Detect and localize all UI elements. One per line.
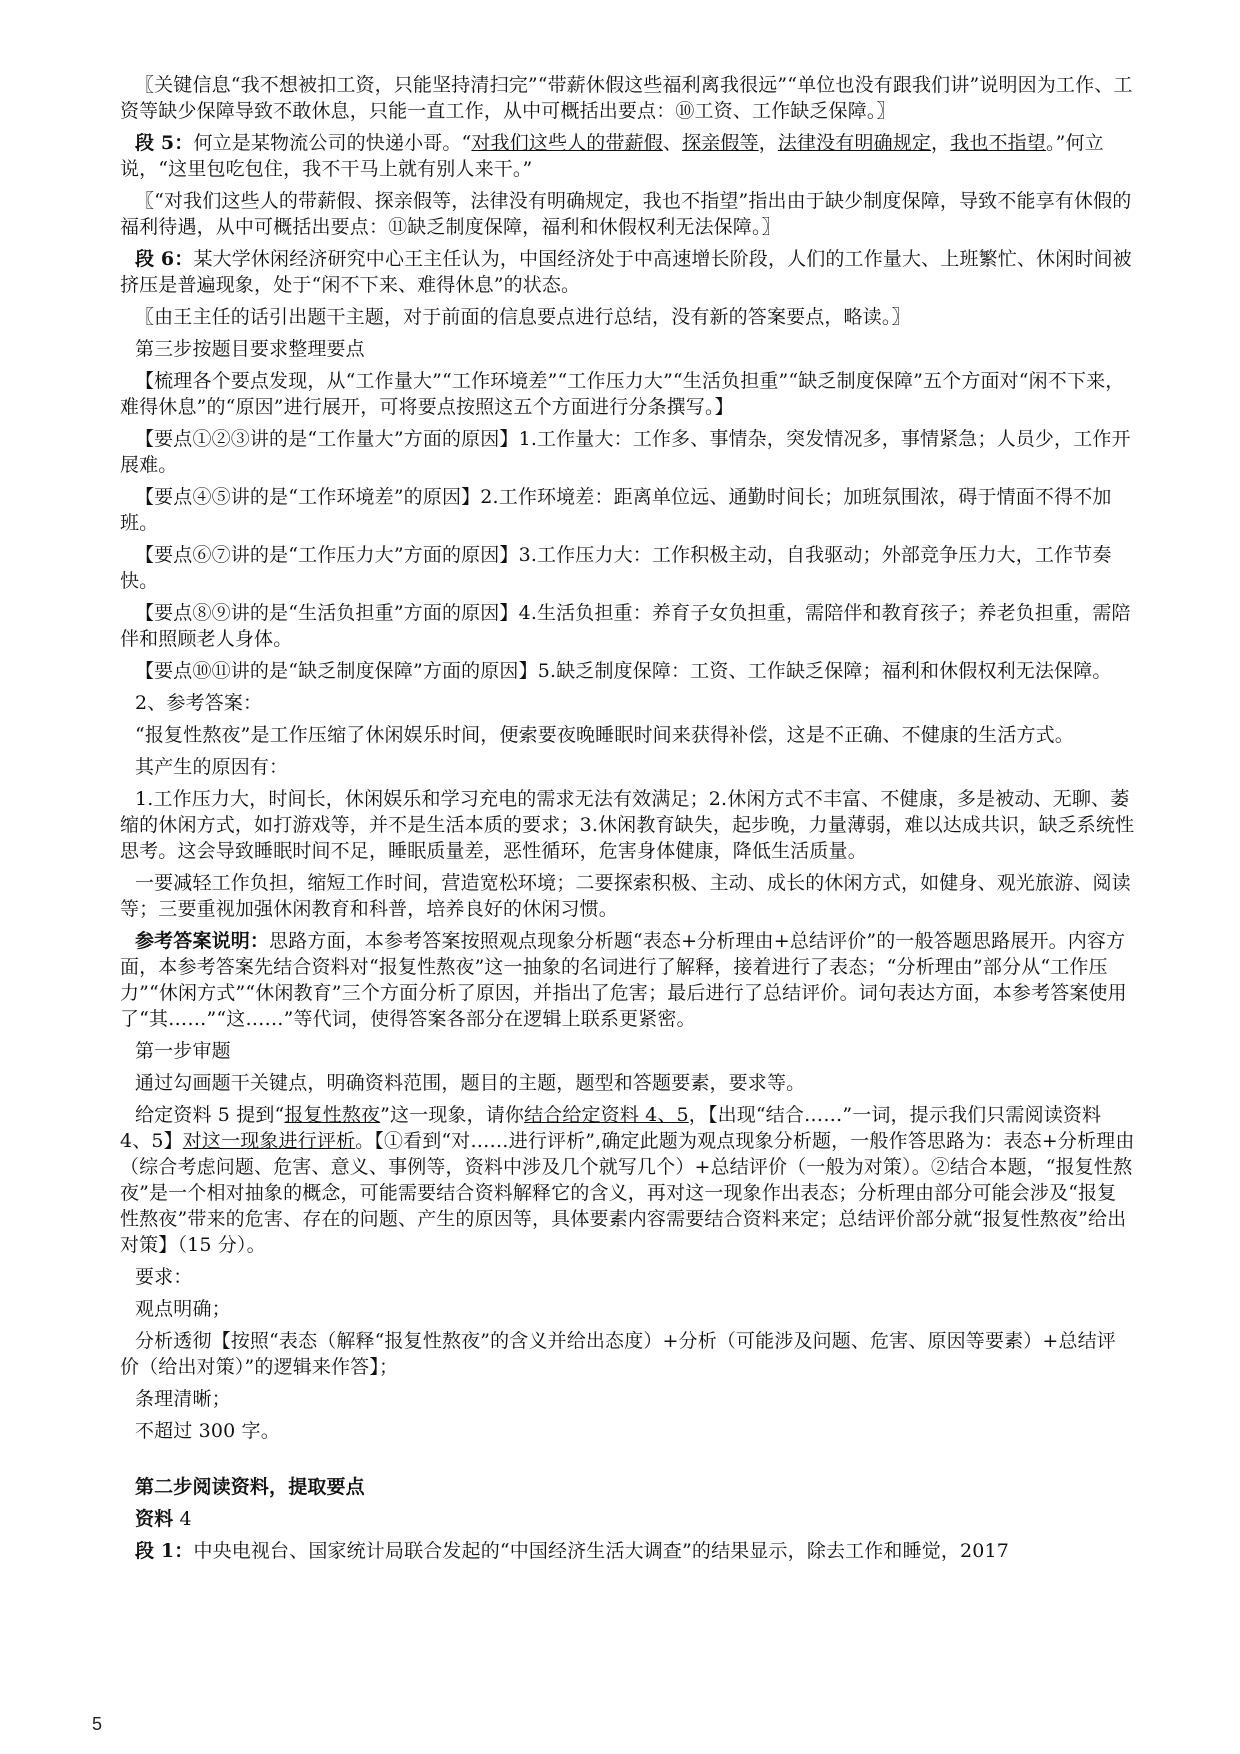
paragraph-section-5 [120,130,1135,182]
paragraph-key-info-11: 〖“对我们这些人的带薪假、探亲假等，法律没有明确规定，我也不指望”指出由于缺少制度保障，导致不能享有休假的福利待遇，从中可概括出要点：⑪缺乏制度保障，福利和休假权利无法保障。〗 [120,190,1132,238]
underlined-text: 法律没有明确规定 [777,132,932,154]
underlined-text: 探亲假等 [682,132,759,154]
answer-paragraph: “报复性熬夜”是工作压缩了休闲娱乐时间，便索要夜晚睡眠时间来获得补偿，这是不正确、不健康的生活方式。 [135,724,1074,746]
text-run: ， [931,132,951,154]
step-heading: 第一步审题 [135,1040,231,1062]
paragraph-section-6 [120,246,1135,298]
explanation-label: 参考答案说明： [135,930,270,952]
text-run: 。【①看到“对……进行评析”,确定此题为观点现象分析题，一般作答思路为：表态+分析理由（综合考虑问题、危害、意义、事例等，资料中涉及几个就写几个）+总结评价（一般为对策）。②结合本题，“报复性熬夜”是一个相对抽象的概念，可能需要结合资料解释它的含义，再对这一现象作出表态；分析理由部分可能会涉及“报复性熬夜”带来的危害、存在的问题、产生的原因等，具体要素内容需要结合资料来定；总结评价部分就“报复性熬夜”给出对策】（15 分）。 [120,1130,1135,1256]
answer-paragraph: 1.工作压力大，时间长，休闲娱乐和学习充电的需求无法有效满足；2.休闲方式不丰富、不健康，多是被动、无聊、萎缩的休闲方式，如打游戏等，并不是生活本质的要求；3.休闲教育缺失，起步晚，力量薄弱，难以达成共识，缺乏系统性思考。这会导致睡眠时间不足，睡眠质量差，恶性循环，危害身体健康，降低生活质量。 [120,788,1135,862]
paragraph-note: 〖由王主任的话引出题干主题，对于前面的信息要点进行总结，没有新的答案要点，略读。〗 [135,306,911,328]
text-run: ， [758,132,778,154]
step-heading-bold: 第二步阅读资料，提取要点 [135,1476,365,1498]
section-label: 段 1： [135,1540,194,1562]
paragraph-key-info-10: 〖关键信息“我不想被扣工资，只能坚持清扫完”“带薪休假这些福利离我很远”“单位也没有跟我们讲”说明因为工作、工资等缺少保障导致不敢休息，只能一直工作，从中可概括出要点：⑩工资、工作缺乏保障。〗 [120,74,1133,122]
answer-paragraph: 一要减轻工作负担，缩短工作时间，营造宽松环境；二要探索积极、主动、成长的休闲方式，如健身、观光旅游、阅读等；三要重视加强休闲教育和科普，培养良好的休闲习惯。 [120,872,1131,920]
point-life-burden: 【要点⑧⑨讲的是“生活负担重”方面的原因】4.生活负担重：养育子女负担重，需陪伴和教育孩子；养老负担重，需陪伴和照顾老人身体。 [120,602,1131,650]
point-system: 【要点⑩⑪讲的是“缺乏制度保障”方面的原因】5.缺乏制度保障：工资、工作缺乏保障；福利和休假权利无法保障。 [135,660,1112,682]
requirement-heading: 要求： [135,1266,193,1288]
underlined-text: 我也不指望 [950,132,1046,154]
text-run: ”这一现象，请你 [380,1104,525,1126]
step-heading: 第三步按题目要求整理要点 [135,338,365,360]
point-environment: 【要点④⑤讲的是“工作环境差”的原因】2.工作环境差：距离单位远、通勤时间长；加班氛围浓，碍于情面不得不加班。 [120,486,1112,534]
answer-paragraph: 其产生的原因有： [135,756,289,778]
section-label: 段 6： [135,248,194,270]
page-content [120,72,1135,1570]
text-run: ，【出现“结合……”一词，提示我们只需阅读资料 4、5】 [120,1104,1102,1152]
underlined-text: 报复性熬夜 [284,1104,381,1126]
paragraph-section-1 [120,1538,1135,1564]
text-run: 中央电视台、国家统计局联合发起的“中国经济生活大调查”的结果显示，除去工作和睡觉，2017 [193,1540,1009,1562]
requirement-item: 条理清晰； [135,1388,231,1410]
underlined-text: 对我们这些人的带薪假 [471,132,663,154]
text-run: 何立是某物流公司的快递小哥。“ [193,132,472,154]
requirement-item: 观点明确； [135,1298,231,1320]
underlined-text: 结合给定资料 4、5 [524,1104,689,1126]
underlined-text: 对这一现象进行评析 [182,1130,356,1152]
text-run: 思路方面，本参考答案按照观点现象分析题“表态+分析理由+总结评价”的一般答题思路展开。内容方面，本参考答案先结合资料对“报复性熬夜”这一抽象的名词进行了解释，接着进行了表态；“分析理由”部分从“工作压力”“休闲方式”“休闲教育”三个方面分析了原因，并指出了危害；最后进行了总结评价。词句表达方面，本参考答案使用了“其……”“这……”等代词，使得答案各部分在逻辑上联系更紧密。 [120,930,1127,1030]
material-number: 4 [173,1508,192,1530]
paragraph-text: 通过勾画题干关键点，明确资料范围，题目的主题，题型和答题要素，要求等。 [135,1072,806,1094]
point-workload: 【要点①②③讲的是“工作量大”方面的原因】1.工作量大：工作多、事情杂，突发情况多，事情紧急；人员少，工作开展难。 [120,428,1131,476]
material-label: 资料 [135,1508,174,1530]
text-run: 。”何立说，“这里包吃包住，我不干马上就有别人来干。” [120,132,1104,180]
answer-heading: 2、参考答案： [135,692,263,714]
point-pressure: 【要点⑥⑦讲的是“工作压力大”方面的原因】3.工作压力大：工作积极主动，自我驱动；外部竞争压力大，工作节奏快。 [120,544,1112,592]
text-run: 给定资料 5 提到“ [135,1104,285,1126]
material-heading [120,1506,1135,1532]
requirement-item: 分析透彻【按照“表态（解释“报复性熬夜”的含义并给出态度）+分析（可能涉及问题、危害、原因等要素）+总结评价（给出对策）”的逻辑来作答】； [120,1330,1116,1378]
page-number: 5 [92,1714,103,1734]
text-run: 、 [662,132,683,154]
section-label: 段 5： [135,132,194,154]
paragraph-summary: 【梳理各个要点发现，从“工作量大”“工作环境差”“工作压力大”“生活负担重”“缺乏制度保障”五个方面对“闲不下来，难得休息”的“原因”进行展开，可将要点按照这五个方面进行分条撰写。】 [120,370,1125,418]
question-paragraph [120,1102,1135,1258]
answer-explanation [120,928,1135,1032]
text-run: 某大学休闲经济研究中心王主任认为，中国经济处于中高速增长阶段，人们的工作量大、上班繁忙、休闲时间被挤压是普遍现象，处于“闲不下来、难得休息”的状态。 [120,248,1132,296]
requirement-item: 不超过 300 字。 [135,1420,280,1442]
